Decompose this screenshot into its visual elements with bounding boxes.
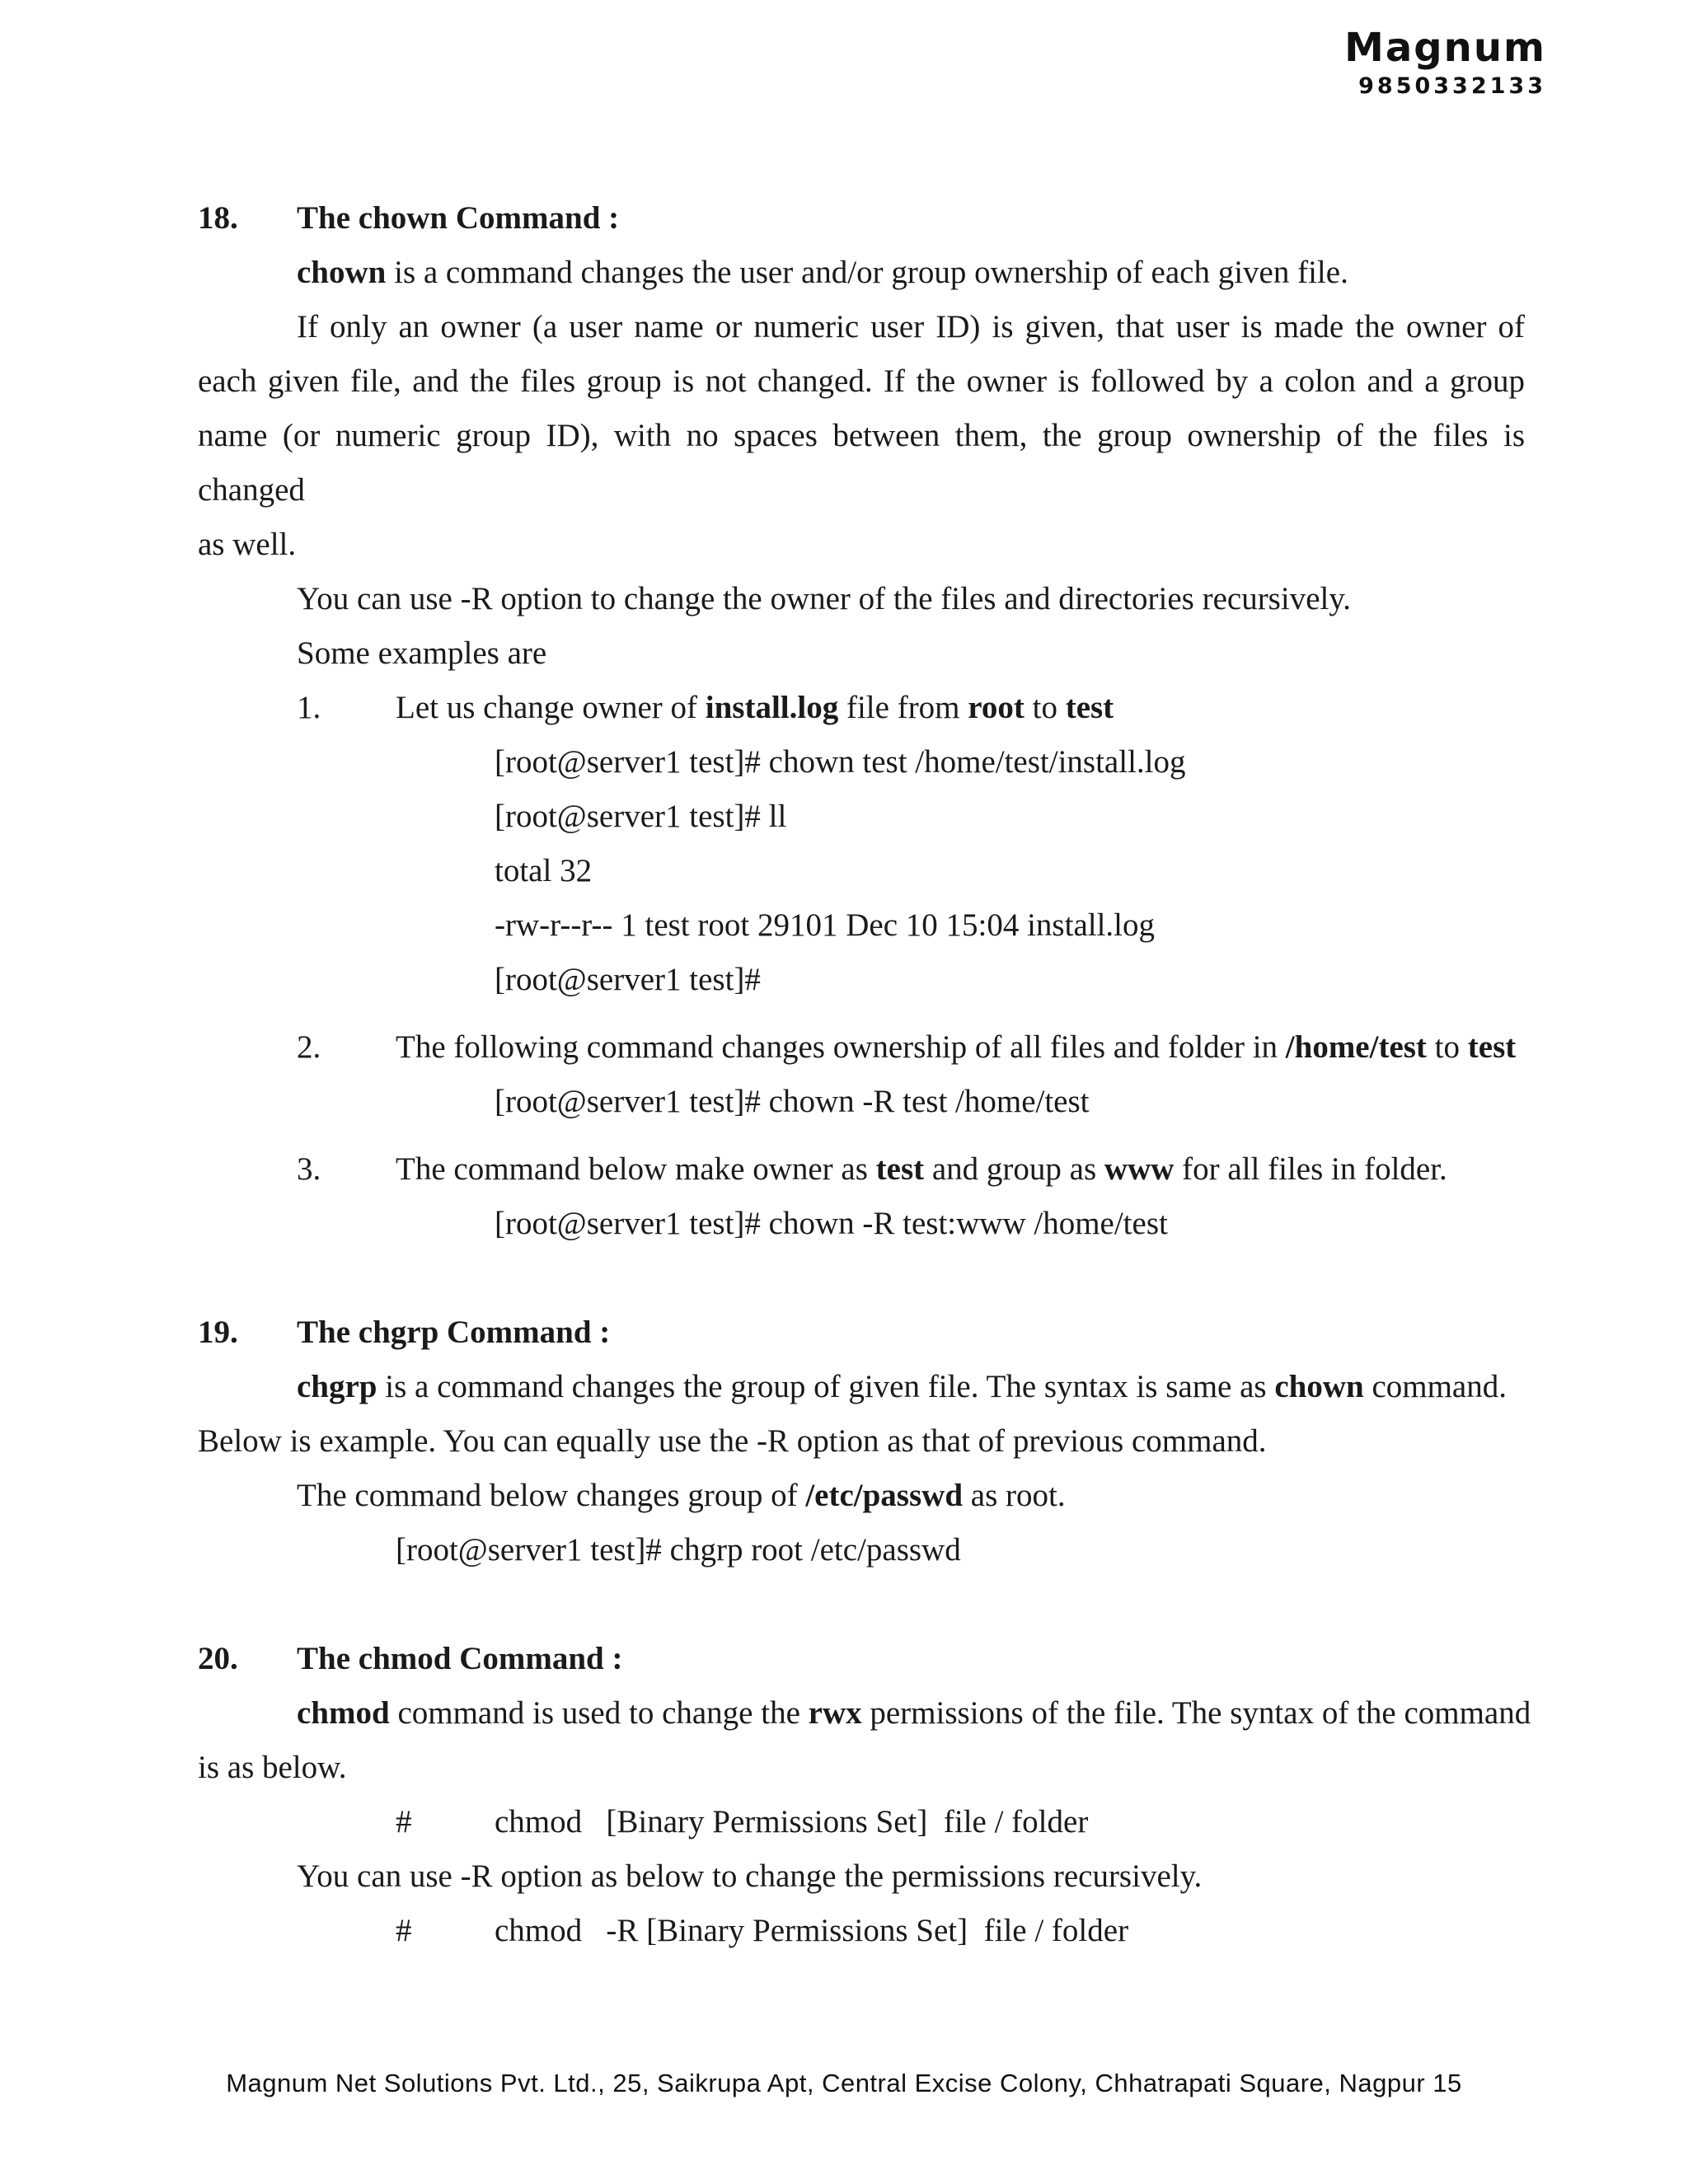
- command-line: [root@server1 test]# chown -R test:www /home/test: [495, 1206, 1168, 1241]
- chmod-intro: [198, 1686, 1531, 1741]
- keyword: install.log: [705, 690, 839, 725]
- keyword: chgrp: [297, 1369, 377, 1404]
- chown-para-line: as well.: [198, 527, 297, 562]
- main-content: [198, 191, 1531, 1958]
- section-18-heading: [198, 191, 1525, 246]
- keyword: /etc/passwd: [805, 1478, 964, 1513]
- example-2: [198, 1020, 1525, 1075]
- text: is a command changes the user and/or group ownership of each given file.: [386, 255, 1348, 290]
- keyword: chmod: [297, 1695, 390, 1731]
- keyword: chown: [1274, 1369, 1364, 1404]
- section-19-heading: [198, 1305, 1525, 1360]
- keyword: www: [1104, 1151, 1175, 1187]
- chgrp-para-line: Below is example. You can equally use the -R option as that of previous command.: [198, 1423, 1267, 1459]
- example-number: 3.: [297, 1151, 321, 1187]
- command-line: [root@server1 test]# chown test /home/test/install.log: [495, 744, 1186, 780]
- keyword: test: [1065, 690, 1114, 725]
- prompt-hash: #: [396, 1804, 412, 1840]
- syntax-text: chmod -R [Binary Permissions Set] file / folder: [495, 1913, 1129, 1948]
- section-title: The chgrp Command :: [297, 1315, 611, 1350]
- chown-intro: [198, 246, 1525, 300]
- example-text: [396, 1020, 1516, 1075]
- chmod-recursive-syntax: [198, 1904, 1525, 1958]
- brand-name: Magnum: [1344, 25, 1546, 71]
- text: is a command changes the group of given file. The syntax is same as: [377, 1369, 1275, 1404]
- text: The following command changes ownership of all files and folder in: [396, 1029, 1286, 1065]
- example-1: [198, 681, 1525, 735]
- text: The command below make owner as: [396, 1151, 876, 1187]
- text: to: [1426, 1029, 1468, 1065]
- text: command is used to change the: [389, 1695, 809, 1731]
- command-line: [root@server1 test]# chown -R test /home/test: [495, 1084, 1090, 1119]
- examples-label: Some examples are: [297, 635, 547, 671]
- keyword: root: [968, 690, 1025, 725]
- chmod-syntax: [198, 1795, 1525, 1849]
- section-number: 20.: [198, 1641, 238, 1676]
- chgrp-example-text: [198, 1469, 1525, 1523]
- chmod-para-line: is as below.: [198, 1750, 347, 1785]
- text: as root.: [963, 1478, 1066, 1513]
- keyword: test: [1467, 1029, 1517, 1065]
- header-brand: [1344, 23, 1546, 101]
- text: The command below changes group of: [297, 1478, 806, 1513]
- chown-para-line: each given file, and the files group is not changed. If the owner is followed by a colon and a group: [198, 363, 1525, 399]
- keyword: rwx: [808, 1695, 862, 1731]
- text: permissions of the file. The syntax of the command: [861, 1695, 1531, 1731]
- example-number: 2.: [297, 1029, 321, 1065]
- section-title: The chmod Command :: [297, 1641, 623, 1676]
- example-3: [198, 1142, 1525, 1197]
- text: to: [1024, 690, 1066, 725]
- text: command.: [1363, 1369, 1507, 1404]
- text: Let us change owner of: [396, 690, 706, 725]
- section-20-heading: [198, 1632, 1525, 1686]
- keyword: /home/test: [1285, 1029, 1427, 1065]
- chown-para-line: name (or numeric group ID), with no spaces between them, the group ownership of the files is changed: [198, 418, 1525, 508]
- text: for all files in folder.: [1174, 1151, 1447, 1187]
- command-output: -rw-r--r-- 1 test root 29101 Dec 10 15:04 install.log: [495, 907, 1156, 943]
- brand-phone: 9850332133: [1358, 73, 1546, 99]
- text: and group as: [924, 1151, 1104, 1187]
- command-output: total 32: [495, 853, 593, 888]
- example-number: 1.: [297, 690, 321, 725]
- section-number: 18.: [198, 200, 238, 236]
- chown-para-line: If only an owner (a user name or numeric user ID) is given, that user is made the owner of: [297, 309, 1525, 344]
- command-line: [root@server1 test]# chgrp root /etc/passwd: [396, 1532, 961, 1568]
- keyword: chown: [297, 255, 387, 290]
- text: file from: [838, 690, 968, 725]
- command-line: [root@server1 test]# ll: [495, 799, 787, 834]
- command-line: [root@server1 test]#: [495, 962, 761, 997]
- prompt-hash: #: [396, 1913, 412, 1948]
- keyword: test: [875, 1151, 925, 1187]
- example-text: [396, 1142, 1447, 1197]
- chown-recursive-note: You can use -R option to change the owner of the files and directories recursively.: [297, 581, 1352, 616]
- page-footer: Magnum Net Solutions Pvt. Ltd., 25, Saikrupa Apt, Central Excise Colony, Chhatrapati Square, Nagpur 15: [226, 2069, 1462, 2097]
- section-number: 19.: [198, 1315, 238, 1350]
- chgrp-intro: [198, 1360, 1525, 1414]
- example-text: [396, 681, 1114, 735]
- chmod-recursive-note: You can use -R option as below to change the permissions recursively.: [297, 1858, 1203, 1894]
- section-title: The chown Command :: [297, 200, 620, 236]
- syntax-text: chmod [Binary Permissions Set] file / folder: [495, 1804, 1089, 1840]
